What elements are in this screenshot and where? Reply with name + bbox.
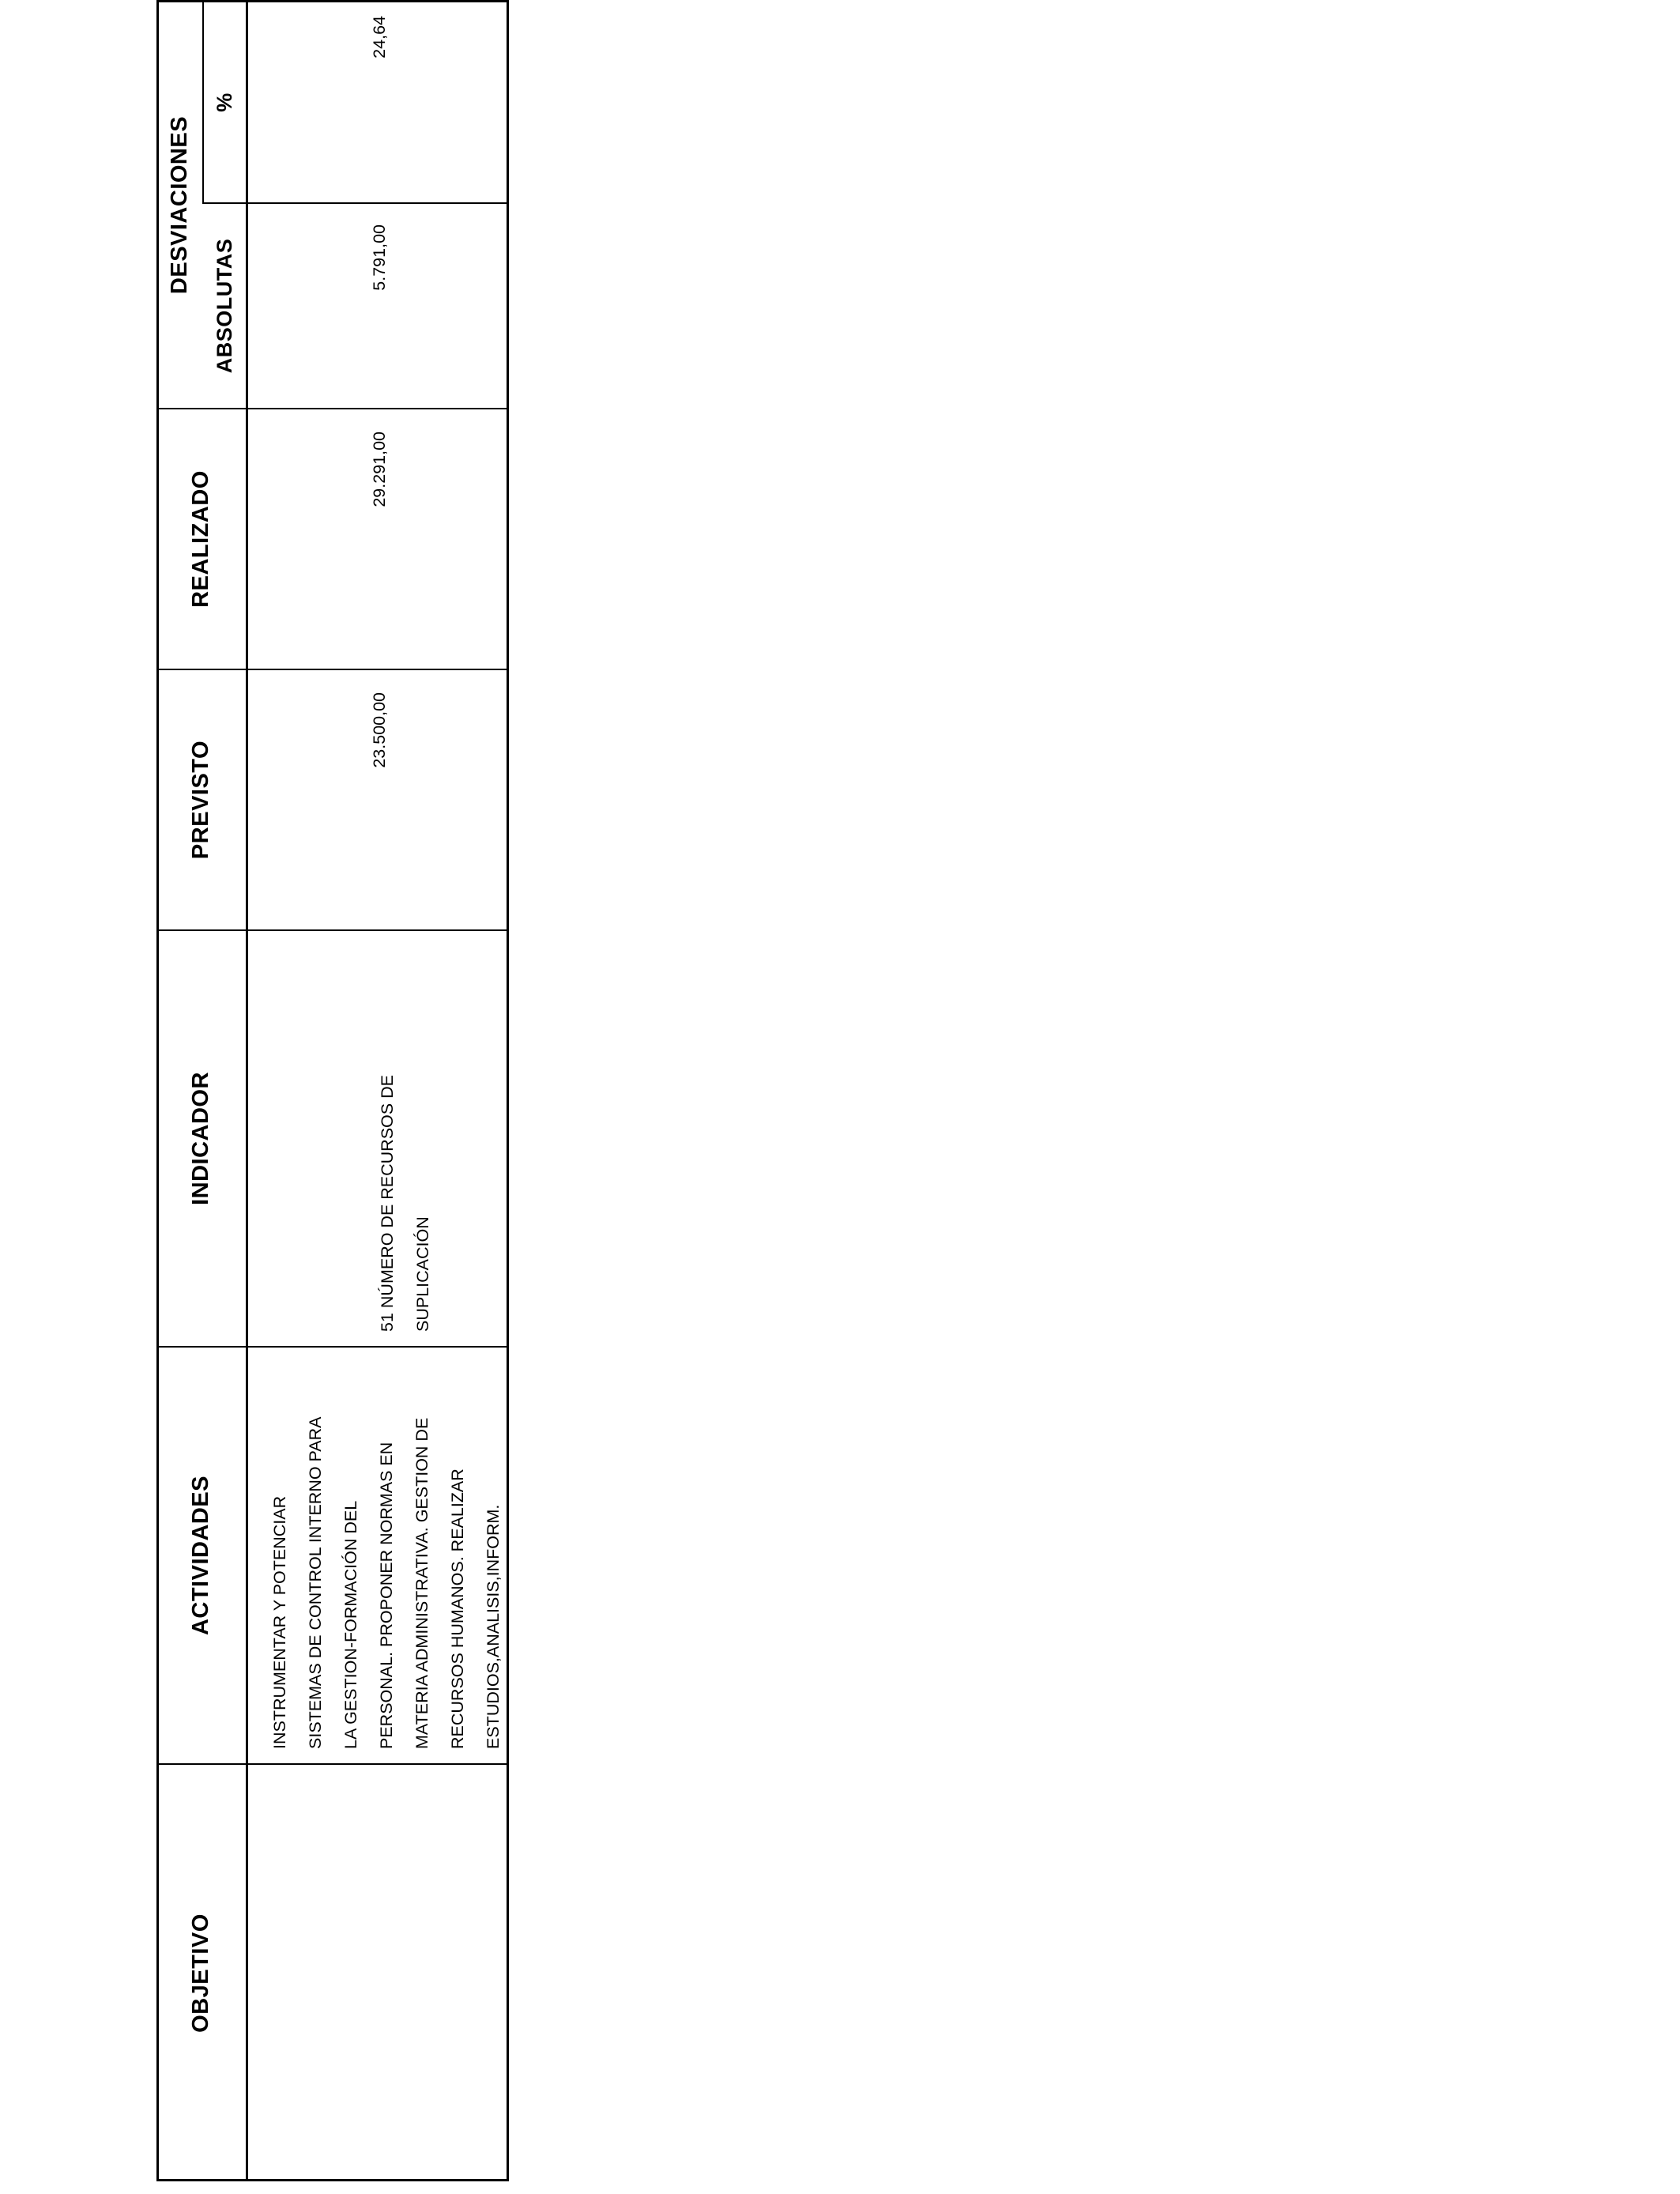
header-previsto: PREVISTO bbox=[188, 740, 213, 860]
cell-realizado: 29.291,00 bbox=[370, 432, 389, 507]
header-desviaciones: DESVIACIONES bbox=[166, 115, 192, 295]
actividades-line: PERSONAL. PROPONER NORMAS EN bbox=[377, 1442, 396, 1749]
table-border-bottom bbox=[507, 0, 509, 2181]
actividades-line: RECURSOS HUMANOS. REALIZAR bbox=[448, 1468, 467, 1749]
actividades-line: INSTRUMENTAR Y POTENCIAR bbox=[270, 1495, 289, 1749]
actividades-line: LA GESTION-FORMACIÓN DEL bbox=[341, 1500, 360, 1749]
header-indicador: INDICADOR bbox=[188, 1072, 213, 1205]
cell-indicador bbox=[370, 944, 449, 1332]
header-absolutas: ABSOLUTAS bbox=[213, 238, 236, 374]
cell-actividades bbox=[262, 1354, 507, 1749]
indicador-line: SUPLICACIÓN bbox=[413, 1216, 432, 1332]
header-actividades: ACTIVIDADES bbox=[188, 1475, 213, 1636]
indicador-line: 51 NÚMERO DE RECURSOS DE bbox=[378, 1075, 397, 1332]
col-divider-absolutas-porcentaje bbox=[202, 202, 509, 204]
cell-desviacion-porcentaje: 24,64 bbox=[370, 16, 389, 58]
budget-indicator-table bbox=[156, 0, 509, 2181]
header-realizado: REALIZADO bbox=[188, 470, 213, 608]
actividades-line: MATERIA ADMINISTRATIVA. GESTION DE bbox=[412, 1417, 431, 1749]
actividades-line: SISTEMAS DE CONTROL INTERNO PARA bbox=[306, 1416, 325, 1749]
cell-previsto: 23.500,00 bbox=[370, 692, 389, 768]
cell-desviacion-absoluta: 5.791,00 bbox=[370, 224, 389, 291]
actividades-line: ESTUDIOS,ANALISIS,INFORM. bbox=[484, 1504, 503, 1749]
header-objetivo: OBJETIVO bbox=[188, 1913, 213, 2033]
header-bottom-line bbox=[246, 0, 248, 2181]
header-porcentaje: % bbox=[213, 92, 236, 112]
